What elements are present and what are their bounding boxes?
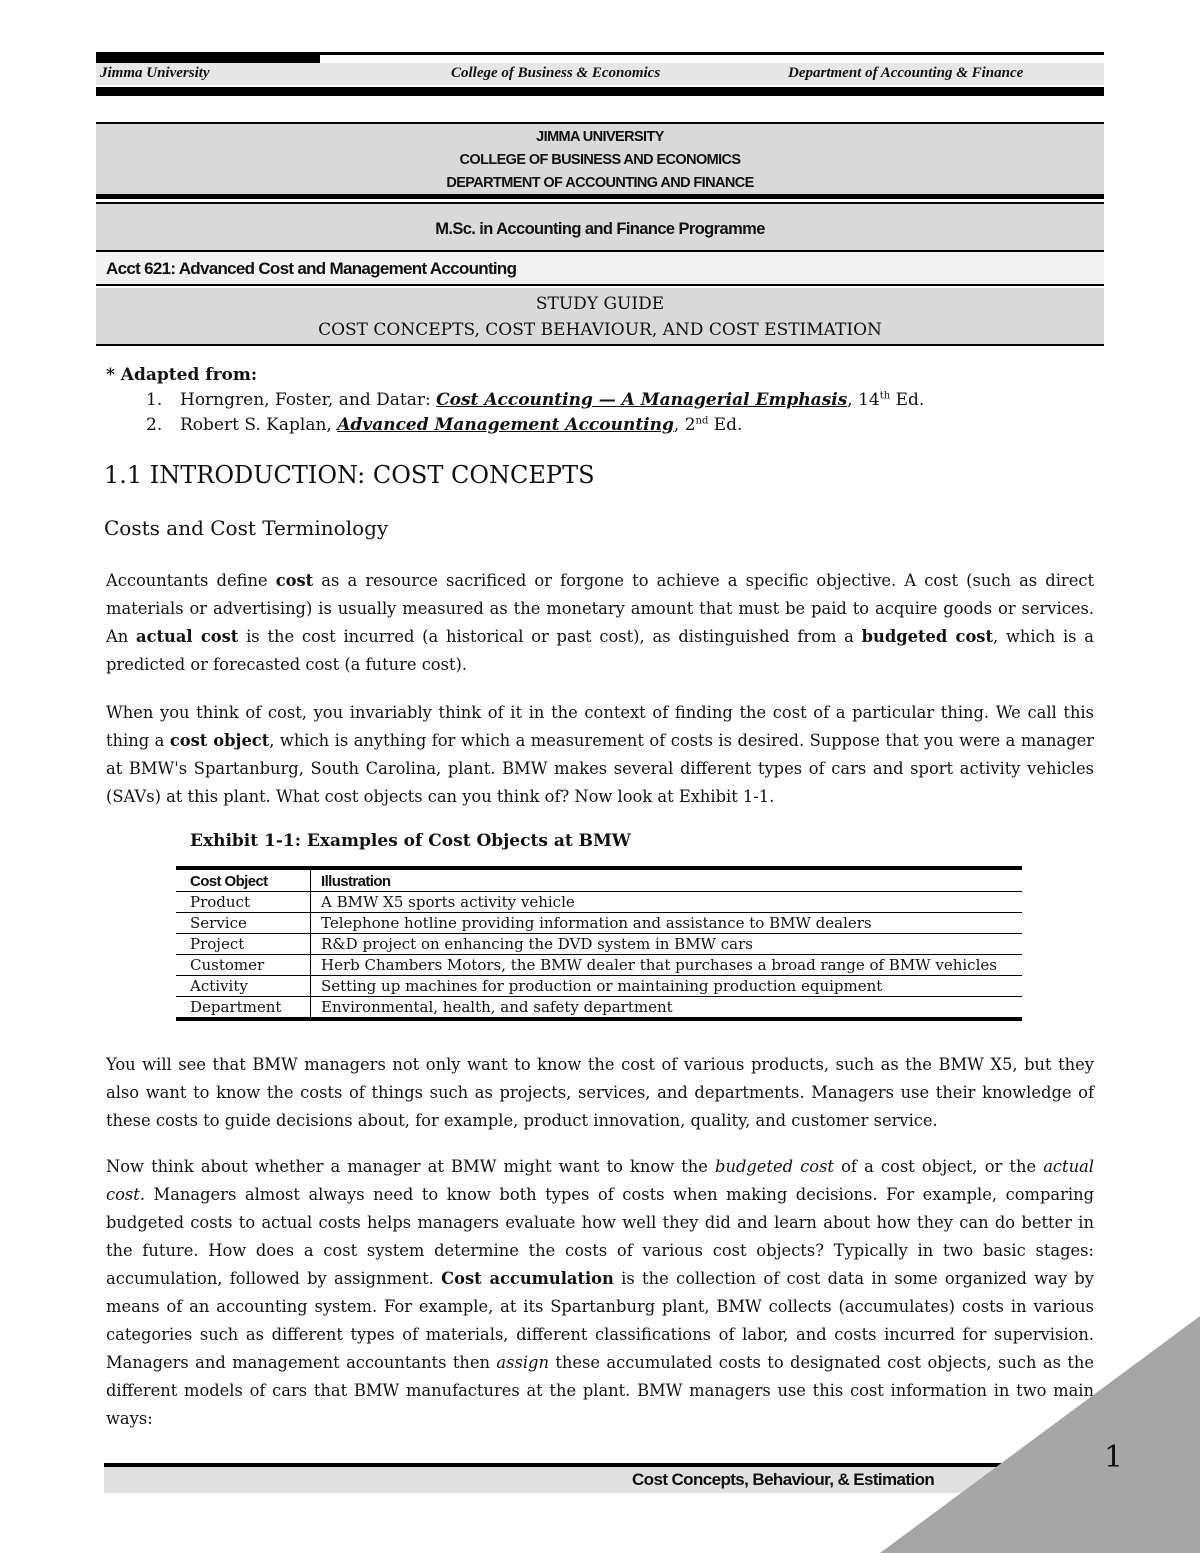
program-title: M.Sc. in Accounting and Finance Programme: [435, 220, 765, 238]
header-department: Department of Accounting & Finance: [788, 65, 1024, 81]
department-name: DEPARTMENT OF ACCOUNTING AND FINANCE: [446, 175, 754, 191]
study-guide: [96, 291, 1104, 343]
table-row: Customer Herb Chambers Motors, the BMW dealer that purchases a broad range of BMW vehicles: [176, 955, 1022, 976]
guide-type: STUDY GUIDE: [535, 294, 665, 314]
header-university: Jimma University: [100, 65, 210, 81]
table-header-row: [176, 868, 1022, 892]
table-row: Project R&D project on enhancing the DVD system in BMW cars: [176, 934, 1022, 955]
guide-title: COST CONCEPTS, COST BEHAVIOUR, AND COST ESTIMATION: [318, 320, 882, 340]
exhibit-table: [176, 866, 1022, 1021]
paragraph-cost-object: When you think of cost, you invariably think of it in the context of finding the cost of a particular thing. We call this thing a cost object, which is anything for which a measurement of costs is desired. Suppose that you were a manager at BMW's Spartanburg, South Carolina, plant. BMW makes several different types of cars and sport activity vehicles (SAVs) at this plant. What cost objects can you think of? Now look at Exhibit 1-1.: [106, 703, 1095, 806]
footer-title: Cost Concepts, Behaviour, & Estimation: [632, 1470, 935, 1489]
paragraph-cost-definition: Accountants define cost as a resource sacrificed or forgone to achieve a specific objective. A cost (such as direct materials or advertising) is usually measured as the monetary amount that must be paid to acquire goods or services. An actual cost is the cost incurred (a historical or past cost), as distinguished from a budgeted cost, which is a predicted or forecasted cost (a future cost).: [106, 571, 1095, 674]
exhibit-title: Exhibit 1-1: Examples of Cost Objects at BMW: [190, 831, 631, 851]
adapted-label: * Adapted from:: [106, 365, 258, 385]
column-header: Illustration: [311, 868, 1023, 892]
course-title: Acct 621: Advanced Cost and Management Accounting: [106, 259, 517, 278]
college-name: COLLEGE OF BUSINESS AND ECONOMICS: [459, 152, 741, 168]
header-rule-bottom: [96, 87, 1104, 96]
table-row: Department Environmental, health, and safety department: [176, 997, 1022, 1020]
page-corner-triangle: [880, 1316, 1200, 1553]
running-header: [96, 52, 1104, 98]
subsection-heading: Costs and Cost Terminology: [104, 516, 389, 540]
column-header: Cost Object: [176, 868, 311, 892]
section-heading: 1.1 INTRODUCTION: COST CONCEPTS: [104, 461, 595, 489]
book-title: Advanced Management Accounting: [337, 415, 674, 435]
table-row: Activity Setting up machines for production or maintaining production equipment: [176, 976, 1022, 997]
page-number: 1: [1104, 1440, 1124, 1475]
paragraph-managers-costs: You will see that BMW managers not only want to know the cost of various products, such as the BMW X5, but they also want to know the costs of things such as projects, services, and departments. Managers use their knowledge of these costs to guide decisions about, for example, product innovation, quality, and customer service.: [106, 1055, 1094, 1130]
reference-list: [106, 388, 1086, 438]
institution-lines: [96, 126, 1104, 195]
university-name: JIMMA UNIVERSITY: [536, 129, 664, 145]
table-row: Product A BMW X5 sports activity vehicle: [176, 892, 1022, 913]
header-college: College of Business & Economics: [451, 65, 661, 81]
header-rule-thick: [96, 55, 320, 63]
book-title: Cost Accounting — A Managerial Emphasis: [436, 390, 848, 410]
adapted-from: [106, 363, 1086, 438]
paragraph-cost-accumulation: Now think about whether a manager at BMW might want to know the budgeted cost of a cost object, or the actual cost. Managers almost always need to know both types of costs when making decisions. For example, comparing budgeted costs to actual costs helps managers evaluate how well they did and learn about how they can do better in the future. How does a cost system determine the costs of various cost objects? Typically in two basic stages: accumulation, followed by assignment. Cost accumulation is the collection of cost data in some organized way by means of an accounting system. For example, at its Spartanburg plant, BMW collects (accumulates) costs in various categories such as different types of materials, different classifications of labor, and costs incurred for supervision. Managers and management accountants then assign these accumulated costs to designated cost objects, such as the different models of cars that BMW manufactures at the plant. BMW managers use this cost information in two main ways:: [106, 1157, 1094, 1428]
reference-item: 2. Robert S. Kaplan, Advanced Management Accounting, 2nd Ed.: [146, 415, 743, 435]
table-row: Service Telephone hotline providing information and assistance to BMW dealers: [176, 913, 1022, 934]
reference-item: 1. Horngren, Foster, and Datar: Cost Accounting — A Managerial Emphasis, 14th Ed.: [146, 390, 925, 410]
